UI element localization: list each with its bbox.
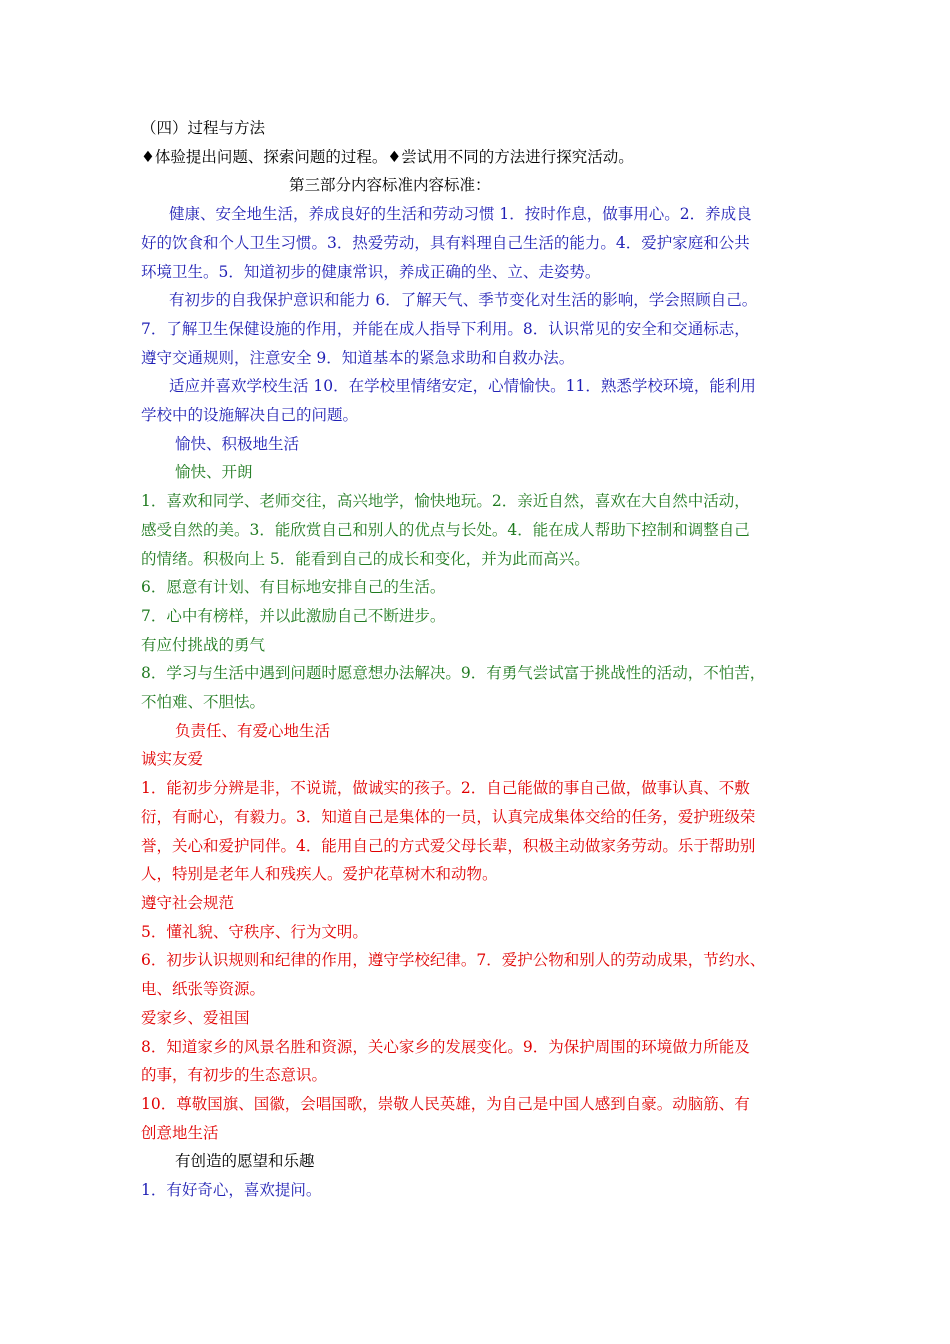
part-three-title: 第三部分内容标准内容标准：: [289, 176, 491, 195]
text-line: 好的饮食和个人卫生习惯。3．热爱劳动，具有料理自己生活的能力。4．爱护家庭和公共: [141, 233, 750, 252]
text-line: 电、纸张等资源。: [141, 980, 266, 999]
text-line: 衍，有耐心，有毅力。3．知道自己是集体的一员，认真完成集体交给的任务，爱护班级荣: [141, 807, 756, 826]
text-line: 有初步的自我保护意识和能力 6．了解天气、季节变化对生活的影响，学会照顾自己。: [169, 291, 758, 310]
process-methods-bullets: ♦体验提出问题、探索问题的过程。♦尝试用不同的方法进行探究活动。: [141, 147, 634, 166]
subheading-courage: 有应付挑战的勇气: [141, 635, 266, 654]
text-line: 不怕难、不胆怯。: [141, 693, 266, 712]
document-body: [141, 114, 821, 1205]
text-line: 的事，有初步的生态意识。: [141, 1066, 328, 1085]
subheading-social-norms: 遵守社会规范: [141, 893, 235, 912]
text-line: 6．初步认识规则和纪律的作用，遵守学校纪律。7．爱护公物和别人的劳动成果，节约水、: [141, 951, 766, 970]
text-line: 7．心中有榜样，并以此激励自己不断进步。: [141, 606, 446, 625]
text-line: 人，特别是老年人和残疾人。爱护花草树木和动物。: [141, 865, 498, 884]
text-line: 创意地生活: [141, 1123, 219, 1142]
text-line: 感受自然的美。3．能欣赏自己和别人的优点与长处。4．能在成人帮助下控制和调整自己: [141, 520, 750, 539]
text-line: 遵守交通规则，注意安全 9．知道基本的紧急求助和自救办法。: [141, 348, 575, 367]
text-line: 的情绪。积极向上 5．能看到自己的成长和变化，并为此而高兴。: [141, 549, 590, 568]
text-line: 学校中的设施解决自己的问题。: [141, 406, 359, 425]
subheading-cheerful: 愉快、开朗: [175, 463, 253, 482]
subheading-love-homeland: 爱家乡、爱祖国: [141, 1008, 250, 1027]
subheading-responsible-living: 负责任、有爱心地生活: [175, 721, 331, 740]
text-line: 环境卫生。5．知道初步的健康常识，养成正确的坐、立、走姿势。: [141, 262, 601, 281]
text-line: 1．喜欢和同学、老师交往，高兴地学，愉快地玩。2．亲近自然，喜欢在大自然中活动，: [141, 492, 750, 511]
subheading-honest-friendly: 诚实友爱: [141, 750, 204, 769]
text-line: 5．懂礼貌、守秩序、行为文明。: [141, 922, 368, 941]
text-line: 8．知道家乡的风景名胜和资源，关心家乡的发展变化。9．为保护周围的环境做力所能及: [141, 1037, 750, 1056]
text-line: 6．愿意有计划、有目标地安排自己的生活。: [141, 578, 446, 597]
text-line: 8．学习与生活中遇到问题时愿意想办法解决。9．有勇气尝试富于挑战性的活动，不怕苦，: [141, 664, 766, 683]
text-line: 1．能初步分辨是非，不说谎，做诚实的孩子。2．自己能做的事自己做，做事认真、不敷: [141, 779, 750, 798]
subheading-creativity: 有创造的愿望和乐趣: [175, 1152, 315, 1171]
text-line: 适应并喜欢学校生活 10．在学校里情绪安定，心情愉快。11．熟悉学校环境，能利用: [169, 377, 756, 396]
text-line: 10．尊敬国旗、国徽，会唱国歌，崇敬人民英雄，为自己是中国人感到自豪。动脑筋、有: [141, 1094, 750, 1113]
section-heading-process-methods: （四）过程与方法: [141, 119, 266, 137]
subheading-happy-living: 愉快、积极地生活: [175, 434, 300, 453]
text-line: 7．了解卫生保健设施的作用，并能在成人指导下利用。8．认识常见的安全和交通标志，: [141, 319, 750, 338]
text-line: 誉，关心和爱护同伴。4．能用自己的方式爱父母长辈，积极主动做家务劳动。乐于帮助别: [141, 836, 756, 855]
text-line: 健康、安全地生活，养成良好的生活和劳动习惯 1．按时作息，做事用心。2．养成良: [169, 205, 752, 224]
text-line: 1．有好奇心，喜欢提问。: [141, 1181, 322, 1200]
